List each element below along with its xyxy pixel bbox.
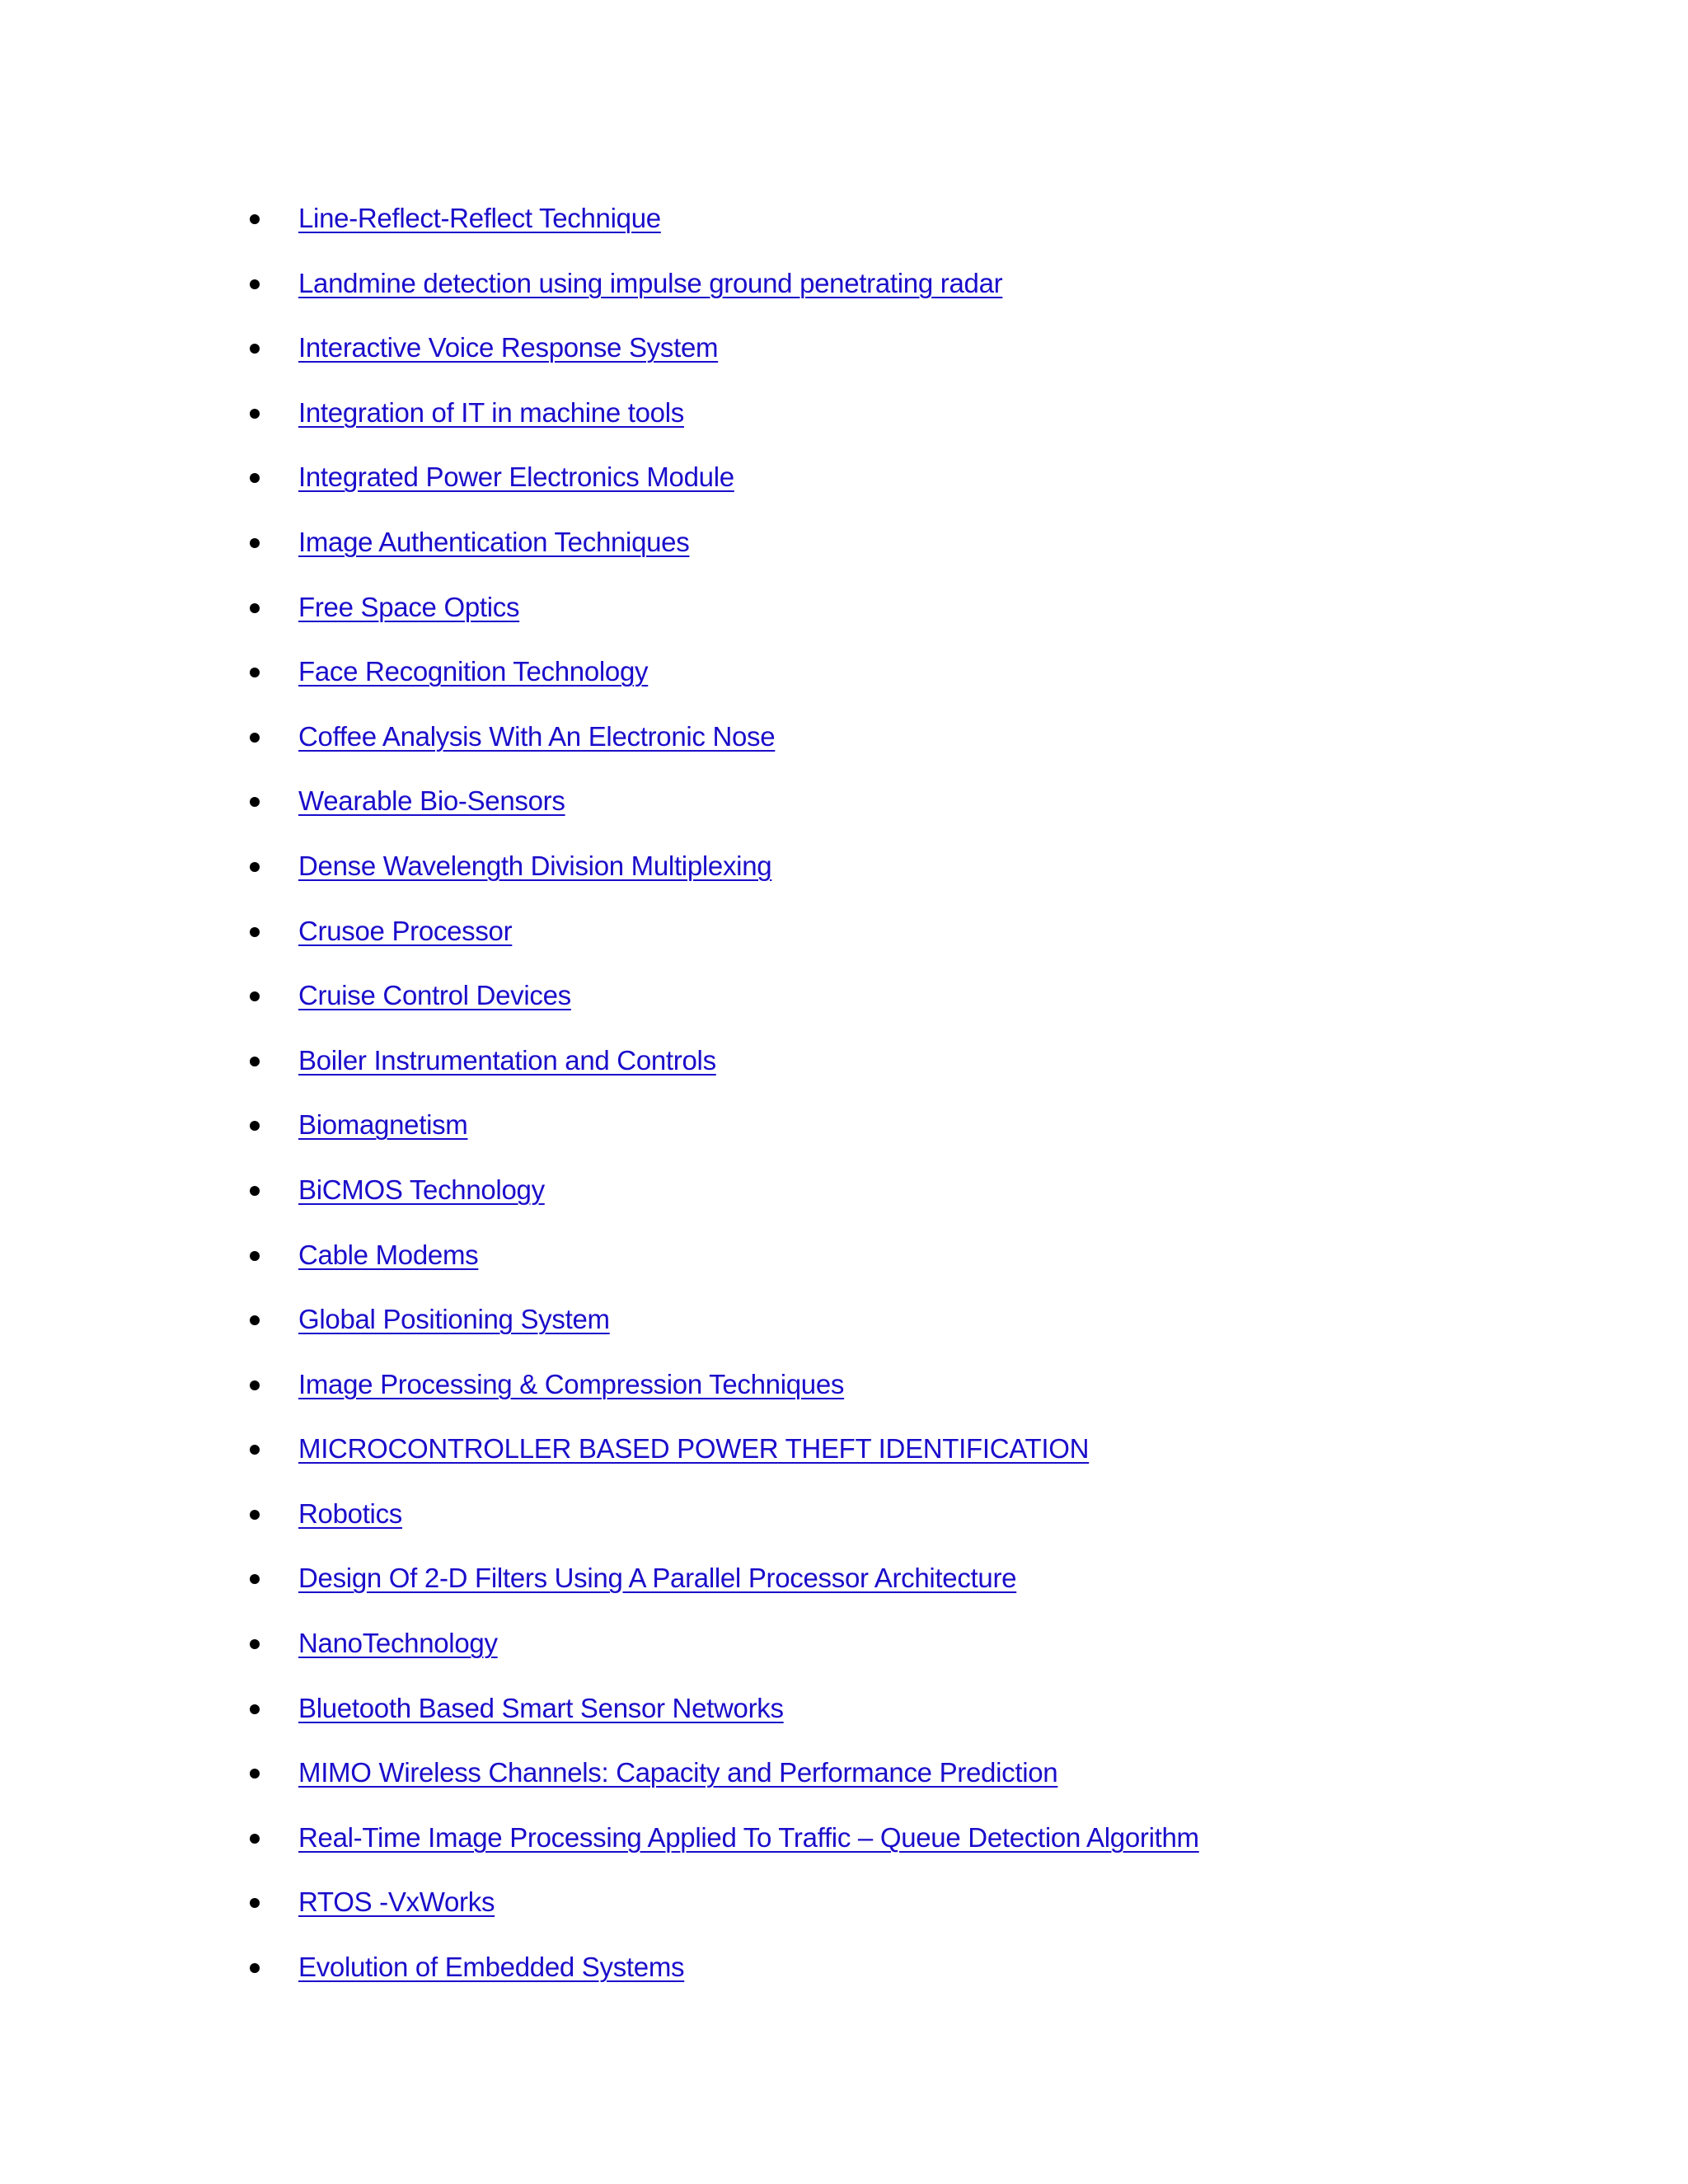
topic-link[interactable]: Landmine detection using impulse ground penetrating radar [298,267,1003,298]
bullet-icon [250,668,260,677]
bullet-icon [250,1898,260,1908]
bullet-icon [250,344,260,354]
list-item [244,1223,1199,1288]
bullet-icon [250,279,260,289]
bullet-icon [250,1574,260,1584]
bullet-icon [250,1315,260,1325]
topic-link[interactable]: Bluetooth Based Smart Sensor Networks [298,1692,784,1723]
topic-link[interactable]: Image Processing & Compression Techniques [298,1368,845,1399]
list-item [244,705,1199,770]
topic-link[interactable]: Biomagnetism [298,1109,468,1141]
list-item [244,1870,1199,1935]
list-item [244,1611,1199,1676]
bullet-icon [250,1510,260,1520]
topic-link[interactable]: Real-Time Image Processing Applied To Traffic – Queue Detection Algorithm [298,1821,1199,1853]
topic-link[interactable]: Face Recognition Technology [298,656,649,687]
list-item [244,1806,1199,1871]
topic-link[interactable]: Dense Wavelength Division Multiplexing [298,850,772,881]
topic-link[interactable]: Integrated Power Electronics Module [298,462,734,493]
list-item [244,1029,1199,1094]
bullet-icon [250,1704,260,1714]
list-item [244,834,1199,899]
topic-link[interactable]: Evolution of Embedded Systems [298,1952,685,1983]
bullet-icon [250,1639,260,1649]
bullet-icon [250,797,260,807]
topic-link[interactable]: Crusoe Processor [298,915,513,946]
topic-link-list [244,186,1199,2000]
list-item [244,1482,1199,1547]
bullet-icon [250,603,260,613]
list-item [244,963,1199,1029]
list-item [244,1287,1199,1352]
bullet-icon [250,1769,260,1779]
topic-link[interactable]: NanoTechnology [298,1628,498,1659]
bullet-icon [250,538,260,548]
list-item [244,640,1199,705]
topic-link[interactable]: Interactive Voice Response System [298,332,719,363]
bullet-icon [250,733,260,743]
topic-link[interactable]: Wearable Bio-Sensors [298,785,565,817]
bullet-icon [250,409,260,419]
list-item [244,445,1199,510]
list-item [244,1676,1199,1741]
list-item [244,186,1199,251]
bullet-icon [250,473,260,483]
topic-link[interactable]: Global Positioning System [298,1304,610,1335]
bullet-icon [250,1057,260,1066]
topic-link[interactable]: Coffee Analysis With An Electronic Nose [298,720,776,752]
list-item [244,1158,1199,1223]
bullet-icon [250,1251,260,1261]
bullet-icon [250,1380,260,1390]
bullet-icon [250,1121,260,1131]
topic-link[interactable]: BiCMOS Technology [298,1174,545,1205]
bullet-icon [250,927,260,937]
list-item [244,899,1199,964]
bullet-icon [250,214,260,224]
topic-link[interactable]: Integration of IT in machine tools [298,396,684,428]
topic-link[interactable]: Robotics [298,1497,402,1529]
list-item [244,575,1199,640]
topic-link[interactable]: MIMO Wireless Channels: Capacity and Performance Prediction [298,1757,1058,1788]
topic-link[interactable]: Boiler Instrumentation and Controls [298,1044,716,1076]
bullet-icon [250,1963,260,1973]
bullet-icon [250,862,260,872]
list-item [244,510,1199,575]
topic-link[interactable]: MICROCONTROLLER BASED POWER THEFT IDENTIFICATION [298,1433,1090,1465]
list-item [244,381,1199,446]
list-item [244,1546,1199,1611]
list-item [244,251,1199,316]
list-item [244,1741,1199,1806]
topic-link[interactable]: Image Authentication Techniques [298,526,690,557]
bullet-icon [250,1445,260,1455]
list-item [244,1093,1199,1158]
bullet-icon [250,991,260,1001]
bullet-icon [250,1186,260,1196]
topic-link[interactable]: Line-Reflect-Reflect Technique [298,203,661,233]
list-item [244,1352,1199,1418]
list-item [244,769,1199,834]
list-item [244,1935,1199,2000]
topic-link[interactable]: Cruise Control Devices [298,980,571,1011]
list-item [244,316,1199,381]
bullet-icon [250,1834,260,1844]
list-item [244,1417,1199,1482]
topic-link[interactable]: Cable Modems [298,1239,479,1270]
topic-link[interactable]: RTOS -VxWorks [298,1886,495,1918]
topic-link[interactable]: Free Space Optics [298,591,520,622]
topic-link[interactable]: Design Of 2-D Filters Using A Parallel Processor Architecture [298,1563,1017,1594]
